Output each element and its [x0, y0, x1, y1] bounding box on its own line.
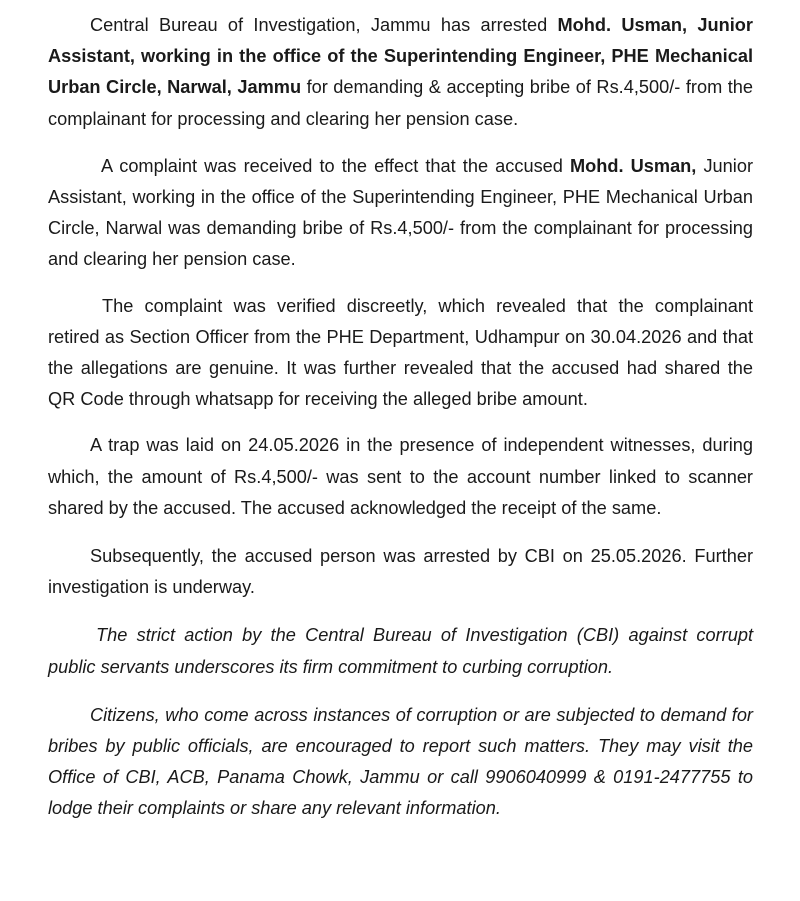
press-release-body [48, 10, 753, 825]
text-run: A complaint was received to the effect that the accused [101, 155, 571, 176]
paragraph-complaint-received [48, 151, 753, 276]
text-run: The complaint was verified discreetly, which revealed that the complainant retired as Section Officer from the PHE Department, Udhampur on 30.04.2026 and that the allegations are genuine. It was further revealed that the accused had shared the QR Code through whatsapp for receiving the alleged bribe amount. [48, 295, 753, 410]
text-run: for demanding & accepting bribe of Rs.4,500/- from the complainant for processing and clearing her pension case. [48, 77, 754, 129]
paragraph-trap [48, 430, 753, 524]
text-run: Junior Assistant, working in the office of the Superintending Engineer, PHE Mechanical Urban Circle, Narwal was demanding bribe of Rs.4,500/- from the complainant for processing and clearing her pension case. [48, 155, 753, 270]
paragraph-arrest-summary [48, 10, 753, 135]
paragraph-commitment [48, 620, 753, 682]
text-run: Subsequently, the accused person was arrested by CBI on 25.05.2026. Further investigation is underway. [48, 546, 753, 598]
text-run: A trap was laid on 24.05.2026 in the presence of independent witnesses, during which, the amount of Rs.4,500/- was sent to the account number linked to scanner shared by the accused. The accused acknowledged the receipt of the same. [48, 435, 753, 518]
paragraph-arrest-followup [48, 541, 753, 603]
accused-details: Mohd. Usman, Junior Assistant, working in the office of the Superintending Engineer, PHE Mechanical Urban Circle, Narwal, Jammu [48, 15, 753, 98]
text-run: Central Bureau of Investigation, Jammu has arrested [90, 15, 558, 35]
paragraph-verification [48, 291, 753, 416]
accused-name: Mohd. Usman, [570, 155, 697, 176]
text-run: The strict action by the Central Bureau of Investigation (CBI) against corrupt public servants underscores its firm commitment to curbing corruption. [48, 625, 753, 677]
paragraph-appeal [48, 700, 753, 825]
text-run: Citizens, who come across instances of corruption or are subjected to demand for bribes by public officials, are encouraged to report such matters. They may visit the Office of CBI, ACB, Panama Chowk, Jammu or call 9906040999 & 0191-2477755 to lodge their complaints or share any relevant information. [48, 704, 753, 819]
